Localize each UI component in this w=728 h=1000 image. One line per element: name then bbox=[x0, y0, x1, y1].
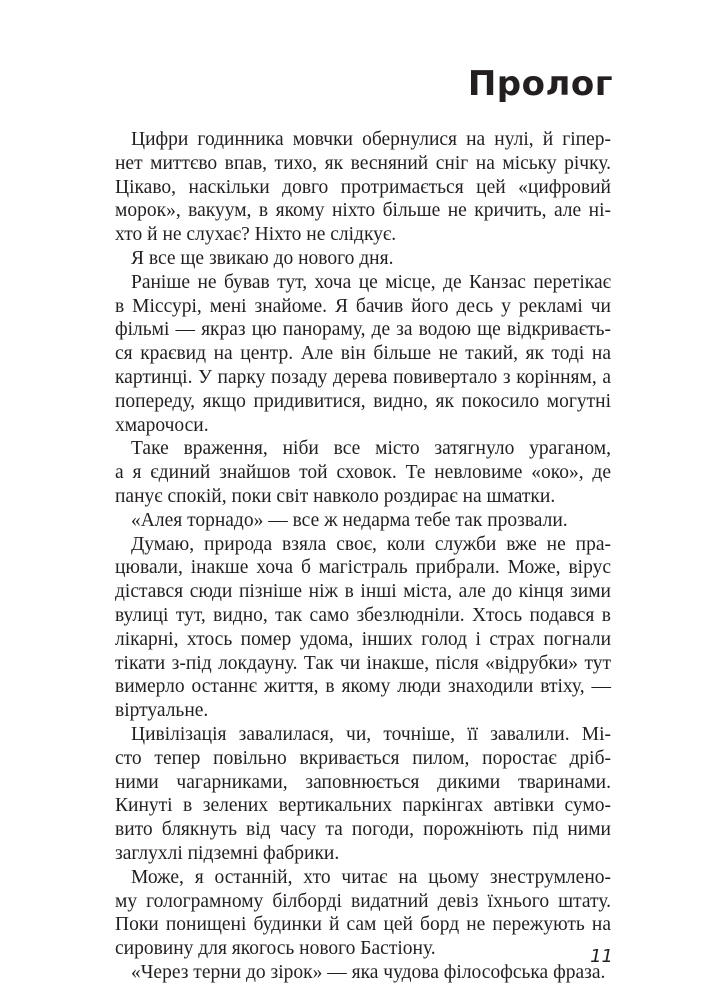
text-line: вулиці тут, видно, так само збезлюдніли. Хтось подався в bbox=[115, 604, 611, 626]
text-line: Поки понищені будинки й сам цей борд не пережують на bbox=[115, 914, 611, 936]
text-line: Цифри годинника мовчки обернулися на нулі, й гіпер- bbox=[131, 129, 611, 150]
text-line: віртуальне. bbox=[115, 700, 209, 722]
text-line: Може, я останній, хто читає на цьому знеструмлено- bbox=[131, 866, 611, 888]
text-line: цювали, інакше хоча б магістраль прибрали. Може, вірус bbox=[115, 557, 611, 579]
text-line: Раніше не бував тут, хоча це місце, де Канзас перетікає bbox=[131, 271, 611, 293]
text-line: заглухлі підземні фабрики. bbox=[115, 842, 340, 864]
text-line: попереду, якщо придивитися, видно, як покосило могутні bbox=[115, 390, 611, 412]
text-line: хто й не слухає? Ніхто не слідкує. bbox=[115, 224, 397, 246]
text-line: дістався сюди пізніше ніж в інші міста, але до кінця зими bbox=[115, 581, 611, 603]
text-line: панує спокій, поки світ навколо роздирає на шматки. bbox=[115, 485, 556, 507]
text-line: в Міссурі, мені знайоме. Я бачив його десь у рекламі чи bbox=[115, 295, 611, 317]
text-line: вито блякнуть від часу та погоди, порожніють під ними bbox=[115, 819, 611, 841]
text-line: тікати з-під локдауну. Так чи інакше, після «відрубки» тут bbox=[115, 652, 611, 674]
text-line: Цікаво, наскільки довго протримається цей «цифровий bbox=[115, 176, 611, 198]
text-line: «Алея торнадо» — все ж недарма тебе так прозвали. bbox=[131, 509, 568, 531]
text-line: Думаю, природа взяла своє, коли служби вже не пра- bbox=[131, 533, 611, 555]
text-line: ними чагарниками, заповнюється дикими тваринами. bbox=[115, 771, 611, 793]
body-text bbox=[115, 128, 611, 985]
text-line: Кинуті в зелених вертикальних паркінгах автівки сумо- bbox=[115, 795, 611, 817]
text-line: сировину для якогось нового Бастіону. bbox=[115, 938, 436, 960]
text-line: лікарні, хтось помер удома, інших голод і страх погнали bbox=[115, 628, 611, 650]
text-line: морок», вакуум, в якому ніхто більше не кричить, але ні- bbox=[115, 200, 611, 222]
text-line: хмарочоси. bbox=[115, 414, 209, 436]
text-line: фільмі — якраз цю панораму, де за водою ще відкриваєть- bbox=[115, 319, 611, 341]
text-line: нет миттєво впав, тихо, як весняний сніг на міську річку. bbox=[115, 152, 611, 174]
text-line: му голограмному білборді видатний девіз їхнього штату. bbox=[115, 890, 611, 912]
text-line: ся краєвид на центр. Але він більше не такий, як тоді на bbox=[115, 343, 611, 365]
text-line: а я єдиний знайшов той сховок. Те невловиме «око», де bbox=[115, 462, 611, 484]
chapter-title: Пролог bbox=[467, 64, 613, 104]
text-line: Цивілізація завалилася, чи, точніше, її завалили. Мі- bbox=[131, 723, 611, 745]
page-number: 11 bbox=[590, 946, 613, 967]
text-line: Таке враження, ніби все місто затягнуло ураганом, bbox=[131, 438, 611, 460]
text-line: Я все ще звикаю до нового дня. bbox=[131, 247, 394, 269]
text-line: сто тепер повільно вкривається пилом, поростає дріб- bbox=[115, 747, 611, 769]
text-line: «Через терни до зірок» — яка чудова філософська фраза. bbox=[131, 961, 606, 983]
text-line: картинці. У парку позаду дерева повивертало з корінням, а bbox=[115, 366, 611, 388]
text-line: вимерло останнє життя, в якому люди знаходили втіху, — bbox=[115, 676, 611, 698]
